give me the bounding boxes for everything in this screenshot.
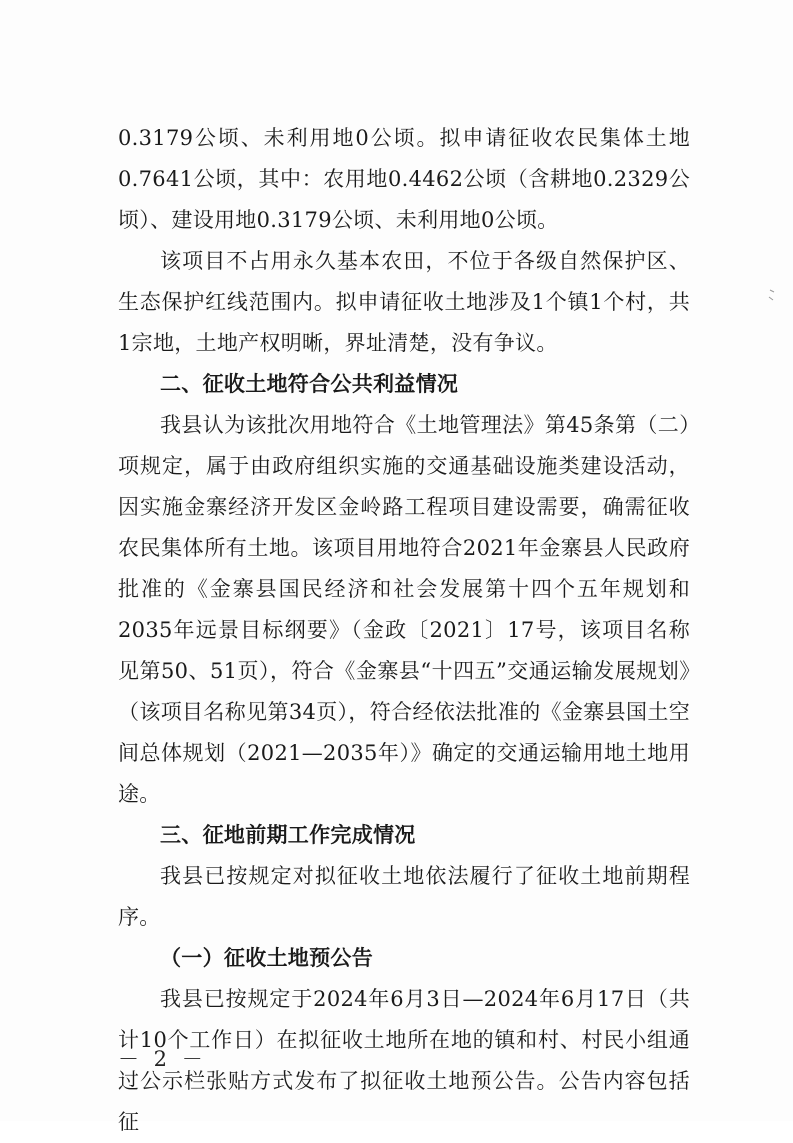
paragraph-pre-announcement: 我县已按规定于2024年6月3日—2024年6月17日（共计10个工作日）在拟征收土地所在地的镇和村、村民小组通过公示栏张贴方式发布了拟征收土地预公告。公告内容包括征 <box>118 987 690 1134</box>
paragraph-preliminary-procedure: 我县已按规定对拟征收土地依法履行了征收土地前期程序。 <box>118 864 690 929</box>
paragraph-land-status: 该项目不占用永久基本农田，不位于各级自然保护区、生态保护红线范围内。拟申请征收土地涉及1个镇1个村，共1宗地，土地产权明晰，界址清楚，没有争议。 <box>118 249 690 355</box>
section-heading-public-interest: 二、征收土地符合公共利益情况 <box>160 372 459 396</box>
page-number: － 2 － <box>118 1047 207 1071</box>
scan-speck-mark <box>768 288 776 304</box>
document-body <box>118 118 690 1143</box>
section-heading-preliminary-work: 三、征地前期工作完成情况 <box>160 823 416 847</box>
paragraph-land-area: 0.3179公顷、未利用地0公顷。拟申请征收农民集体土地0.7641公顷，其中：农用地0.4462公顷（含耕地0.2329公顷）、建设用地0.3179公顷、未利用地0公顷。 <box>118 126 690 232</box>
paragraph-public-interest: 我县认为该批次用地符合《土地管理法》第45条第（二）项规定，属于由政府组织实施的交通基础设施类建设活动，因实施金寨经济开发区金岭路工程项目建设需要，确需征收农民集体所有土地。该项目用地符合2021年金寨县人民政府批准的《金寨县国民经济和社会发展第十四个五年规划和2035年远景目标纲要》（金政〔2021〕17号，该项目名称见第50、51页），符合《金寨县“十四五”交通运输发展规划》（该项目名称见第34页），符合经依法批准的《金寨县国土空间总体规划（2021—2035年）》确定的交通运输用地土地用途。 <box>118 413 690 806</box>
sub-heading-pre-announcement: （一）征收土地预公告 <box>160 946 373 970</box>
